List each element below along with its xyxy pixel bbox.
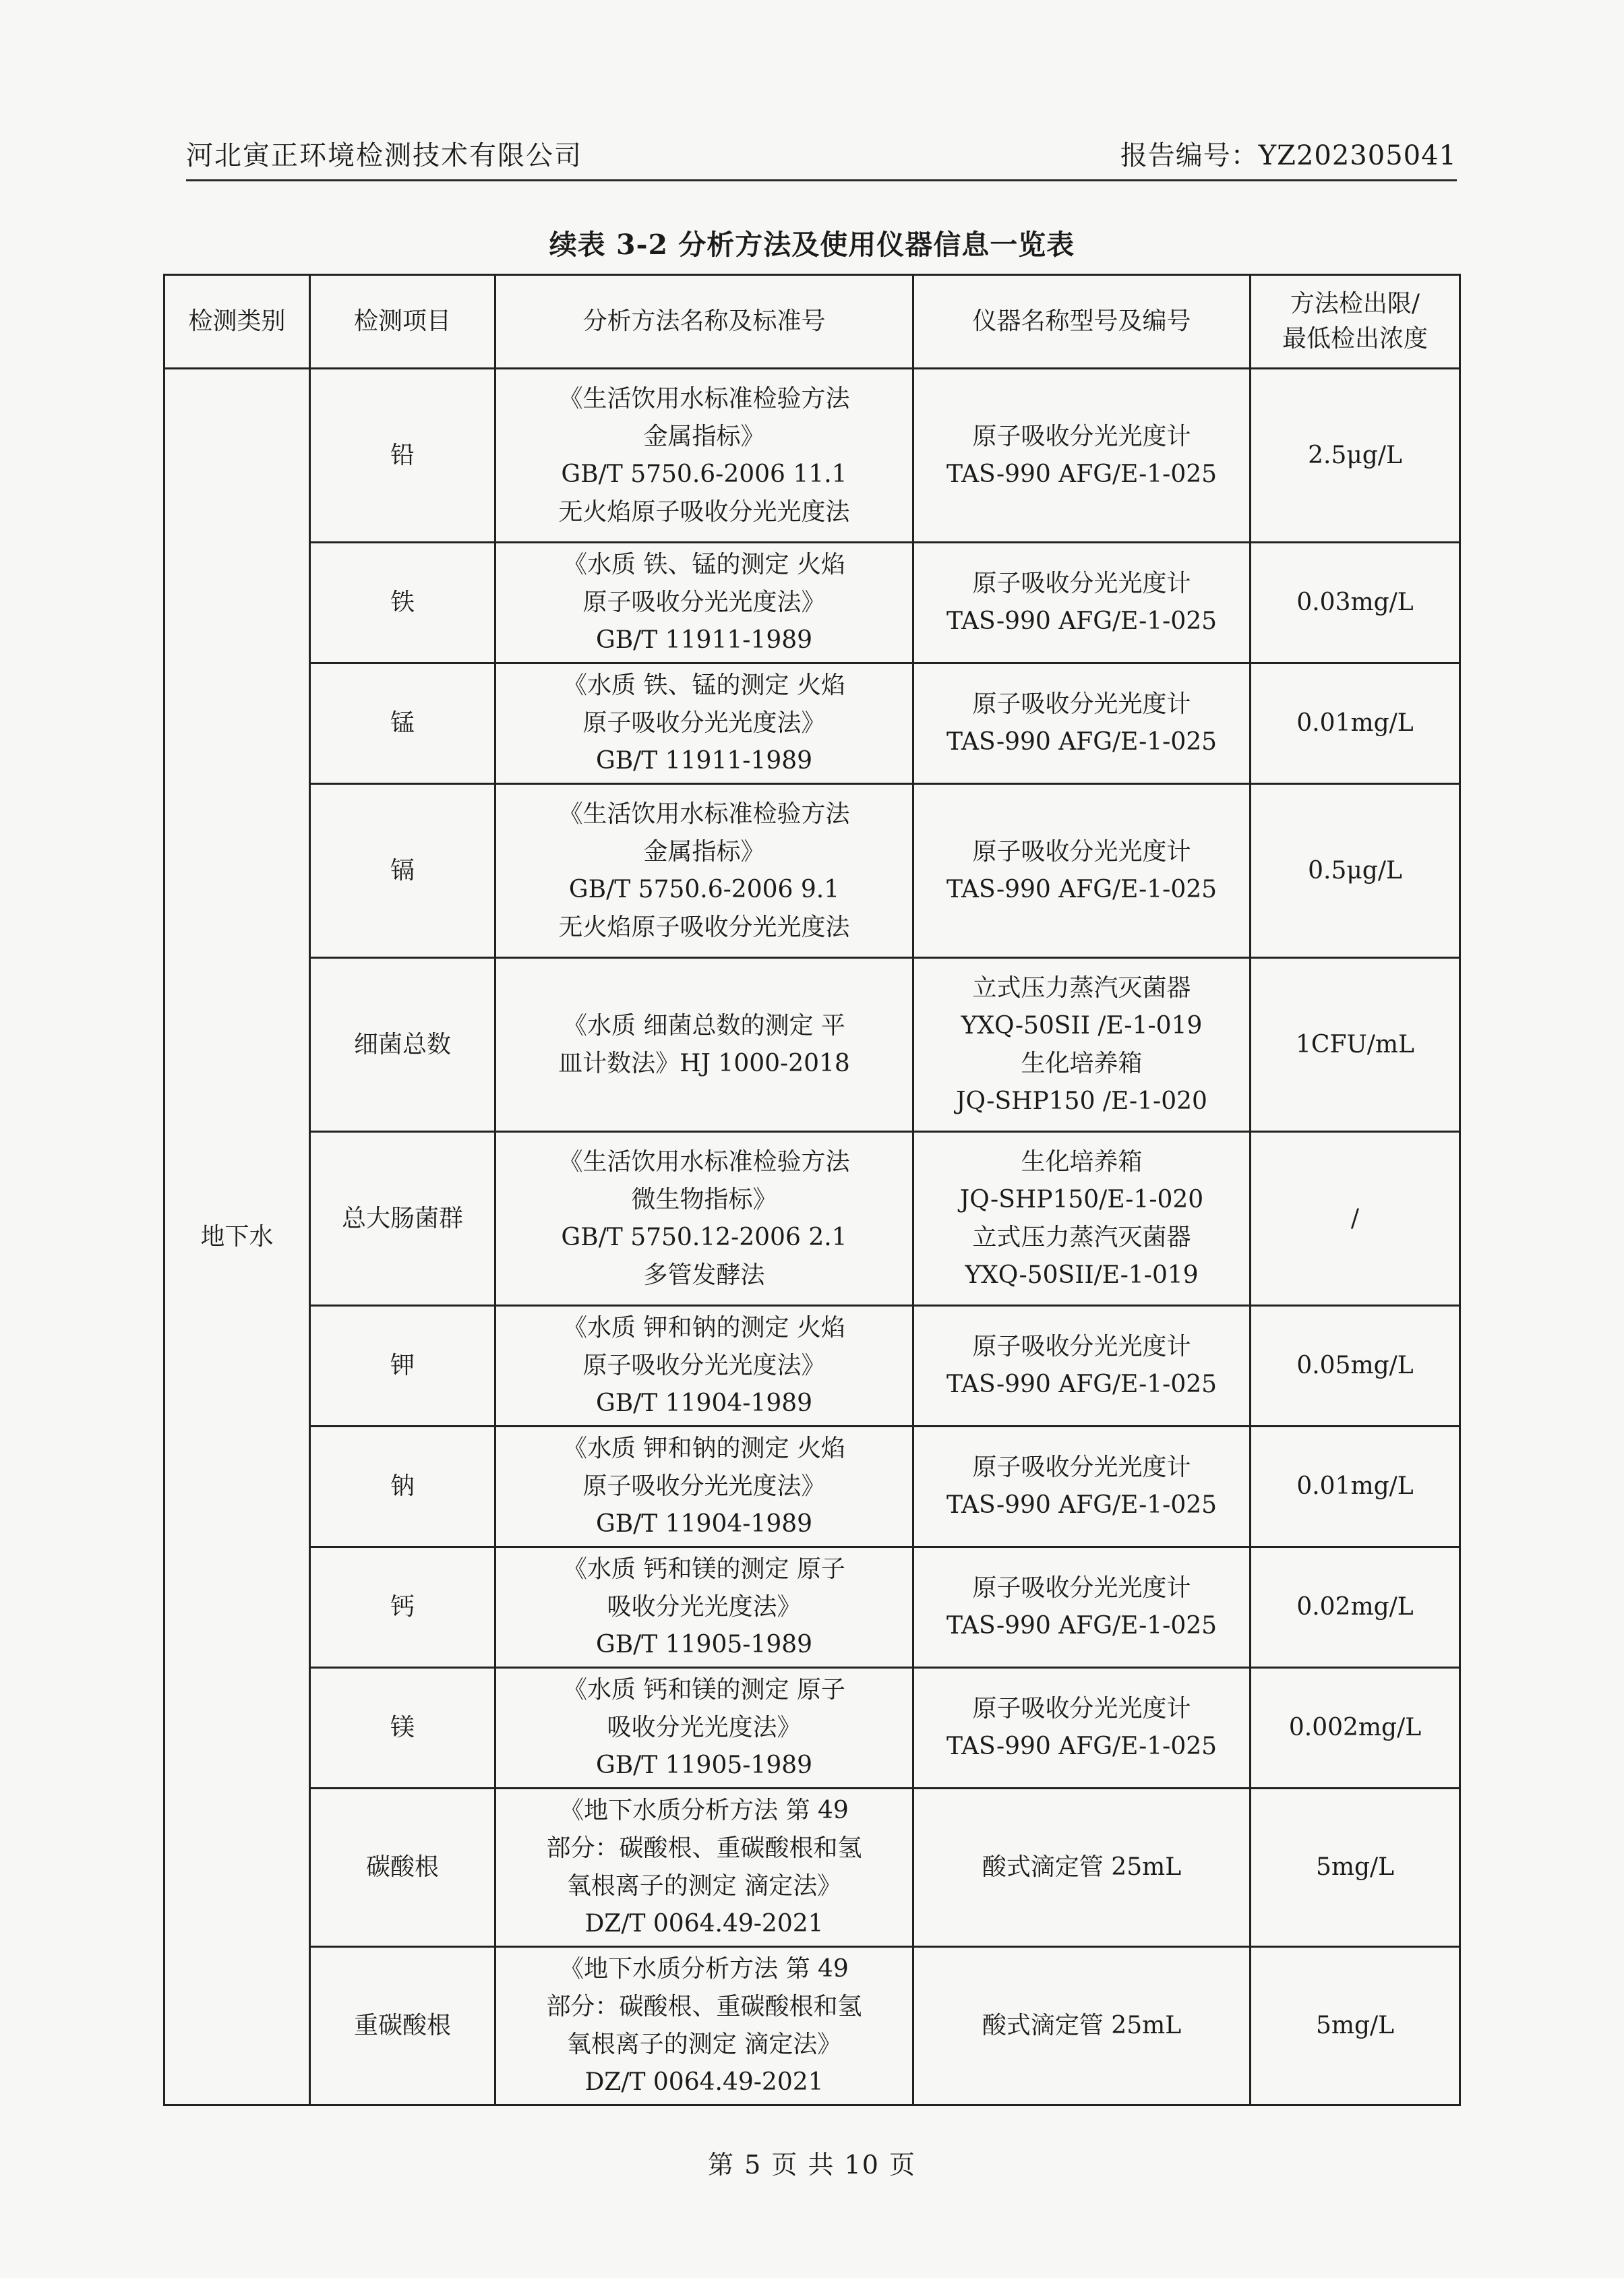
method-line: 无火焰原子吸收分光光度法 [558,913,850,941]
instrument-line: 原子吸收分光光度计 [972,1453,1191,1481]
instrument-line: 立式压力蒸汽灭菌器 [972,1223,1191,1251]
item-cell: 镉 [310,784,495,958]
method-cell [495,1547,913,1668]
method-cell [495,663,913,784]
method-line: 原子吸收分光光度法》 [582,1472,826,1500]
item-cell: 细菌总数 [310,958,495,1132]
limit-cell: 1CFU/mL [1251,958,1460,1132]
instrument-line: 原子吸收分光光度计 [972,422,1191,450]
method-line: GB/T 11911-1989 [595,626,813,654]
instrument-cell [913,958,1251,1132]
instrument-cell [913,1427,1251,1547]
method-cell [495,1668,913,1789]
instrument-cell [913,784,1251,958]
limit-cell: 0.03mg/L [1251,543,1460,663]
instrument-cell [913,543,1251,663]
table-row [164,1789,1460,1947]
method-line: 原子吸收分光光度法》 [582,1352,826,1379]
instrument-line: 原子吸收分光光度计 [972,690,1191,718]
method-line: GB/T 11904-1989 [595,1510,813,1538]
instrument-line: TAS-990 AFG/E-1-025 [946,1612,1217,1640]
method-line: 原子吸收分光光度法》 [582,709,826,737]
method-line: 《生活饮用水标准检验方法 [558,384,850,413]
method-line: 原子吸收分光光度法》 [582,589,826,616]
instrument-cell [913,1306,1251,1427]
instrument-line: TAS-990 AFG/E-1-025 [946,607,1217,635]
item-cell: 碳酸根 [310,1789,495,1947]
method-line: 《地下水质分析方法 第 49 [560,1955,849,1983]
instrument-line: TAS-990 AFG/E-1-025 [946,1371,1217,1398]
method-line: GB/T 5750.6-2006 9.1 [568,875,840,903]
method-line: 多管发酵法 [643,1261,765,1289]
instrument-cell [913,1789,1251,1947]
method-cell [495,369,913,543]
method-line: 《地下水质分析方法 第 49 [560,1797,849,1824]
instrument-line: 酸式滴定管 25mL [982,2012,1182,2039]
instrument-line: 酸式滴定管 25mL [982,1853,1182,1881]
instrument-line: TAS-990 AFG/E-1-025 [946,728,1217,756]
method-line: 《生活饮用水标准检验方法 [558,1147,850,1176]
instrument-line: 原子吸收分光光度计 [972,1695,1191,1722]
table-row [164,1547,1460,1668]
limit-cell: 0.5μg/L [1251,784,1460,958]
instrument-cell [913,369,1251,543]
method-line: GB/T 5750.12-2006 2.1 [561,1223,847,1251]
category-cell: 地下水 [164,369,310,2105]
instrument-line: 原子吸收分光光度计 [972,1333,1191,1360]
instrument-cell [913,663,1251,784]
instrument-line: 原子吸收分光光度计 [972,1574,1191,1602]
method-line: 吸收分光光度法》 [607,1593,802,1621]
method-line: 无火焰原子吸收分光光度法 [558,498,850,526]
method-line: GB/T 5750.6-2006 11.1 [561,460,847,488]
method-line: 金属指标》 [643,422,765,450]
method-line: 《水质 钾和钠的测定 火焰 [563,1314,845,1342]
header-method: 分析方法名称及标准号 [495,275,913,369]
instrument-line: TAS-990 AFG/E-1-025 [946,1491,1217,1519]
limit-cell: 0.01mg/L [1251,663,1460,784]
method-line: GB/T 11911-1989 [595,747,813,775]
table-row [164,1132,1460,1306]
method-cell [495,784,913,958]
method-line: GB/T 11905-1989 [595,1631,813,1658]
table-row [164,1947,1460,2105]
method-line: 吸收分光光度法》 [607,1714,802,1741]
method-line: 《生活饮用水标准检验方法 [558,800,850,828]
header-limit-line-2: 最低检出浓度 [1282,325,1428,353]
table-row [164,784,1460,958]
method-line: DZ/T 0064.49-2021 [584,1910,824,1938]
instrument-line: 立式压力蒸汽灭菌器 [972,973,1191,1002]
header-category: 检测类别 [164,275,310,369]
table-row [164,1668,1460,1789]
item-cell: 钙 [310,1547,495,1668]
method-line: 金属指标》 [643,837,765,866]
method-cell [495,1132,913,1306]
method-cell [495,543,913,663]
method-line: 《水质 细菌总数的测定 平 [563,1011,845,1040]
header-limit-line-1: 方法检出限/ [1290,290,1420,318]
method-cell [495,1306,913,1427]
instrument-line: 生化培养箱 [1021,1049,1143,1077]
limit-cell: 0.02mg/L [1251,1547,1460,1668]
limit-cell: / [1251,1132,1460,1306]
limit-cell: 5mg/L [1251,1947,1460,2105]
method-line: 《水质 铁、锰的测定 火焰 [563,671,845,699]
instrument-cell [913,1947,1251,2105]
method-line: 《水质 钙和镁的测定 原子 [563,1676,845,1704]
table-title: 续表 3-2 分析方法及使用仪器信息一览表 [549,229,1075,261]
item-cell: 钾 [310,1306,495,1427]
item-cell: 铅 [310,369,495,543]
method-line: 部分：碳酸根、重碳酸根和氢 [546,1834,862,1862]
table-row [164,663,1460,784]
table-row [164,958,1460,1132]
method-line: GB/T 11904-1989 [595,1389,813,1417]
method-line: 氧根离子的测定 滴定法》 [566,1872,842,1900]
instrument-cell [913,1547,1251,1668]
header-instrument: 仪器名称型号及编号 [913,275,1251,369]
item-cell: 重碳酸根 [310,1947,495,2105]
item-cell: 铁 [310,543,495,663]
item-cell: 镁 [310,1668,495,1789]
instrument-line: TAS-990 AFG/E-1-025 [946,1733,1217,1760]
report-number: 报告编号：YZ202305041 [1120,140,1457,171]
instrument-line: 生化培养箱 [1021,1147,1143,1176]
limit-cell: 5mg/L [1251,1789,1460,1947]
method-cell [495,1789,913,1947]
limit-cell: 0.002mg/L [1251,1668,1460,1789]
method-line: 《水质 铁、锰的测定 火焰 [563,551,845,578]
method-line: 微生物指标》 [631,1185,777,1213]
instrument-line: 原子吸收分光光度计 [972,570,1191,597]
table-header-row [164,275,1460,369]
page-footer: 第 5 页 共 10 页 [708,2150,916,2180]
method-cell [495,958,913,1132]
instrument-line: 原子吸收分光光度计 [972,837,1191,866]
instrument-line: JQ-SHP150/E-1-020 [959,1185,1204,1213]
table-row [164,1306,1460,1427]
method-line: 氧根离子的测定 滴定法》 [566,2031,842,2058]
company-name: 河北寅正环境检测技术有限公司 [186,140,582,171]
method-line: GB/T 11905-1989 [595,1751,813,1779]
method-cell [495,1427,913,1547]
instrument-cell [913,1668,1251,1789]
limit-cell: 0.01mg/L [1251,1427,1460,1547]
instrument-line: YXQ-50SII /E-1-019 [961,1011,1203,1040]
instrument-cell [913,1132,1251,1306]
instrument-line: YXQ-50SII/E-1-019 [965,1261,1199,1289]
table-row [164,543,1460,663]
item-cell: 锰 [310,663,495,784]
instrument-line: JQ-SHP150 /E-1-020 [956,1087,1207,1115]
table-body [164,369,1460,2105]
header-item: 检测项目 [310,275,495,369]
instrument-line: TAS-990 AFG/E-1-025 [946,460,1217,488]
method-cell [495,1947,913,2105]
page-header [186,121,1457,181]
item-cell: 钠 [310,1427,495,1547]
item-cell: 总大肠菌群 [310,1132,495,1306]
instrument-line: TAS-990 AFG/E-1-025 [946,875,1217,903]
header-limit [1251,275,1460,369]
limit-cell: 0.05mg/L [1251,1306,1460,1427]
method-line: 《水质 钾和钠的测定 火焰 [563,1435,845,1462]
methods-table [163,274,1461,2106]
table-row [164,1427,1460,1547]
method-line: 《水质 钙和镁的测定 原子 [563,1555,845,1583]
limit-cell: 2.5μg/L [1251,369,1460,543]
table-row [164,369,1460,543]
method-line: 皿计数法》HJ 1000-2018 [558,1049,850,1077]
method-line: DZ/T 0064.49-2021 [584,2068,824,2096]
method-line: 部分：碳酸根、重碳酸根和氢 [546,1993,862,2020]
